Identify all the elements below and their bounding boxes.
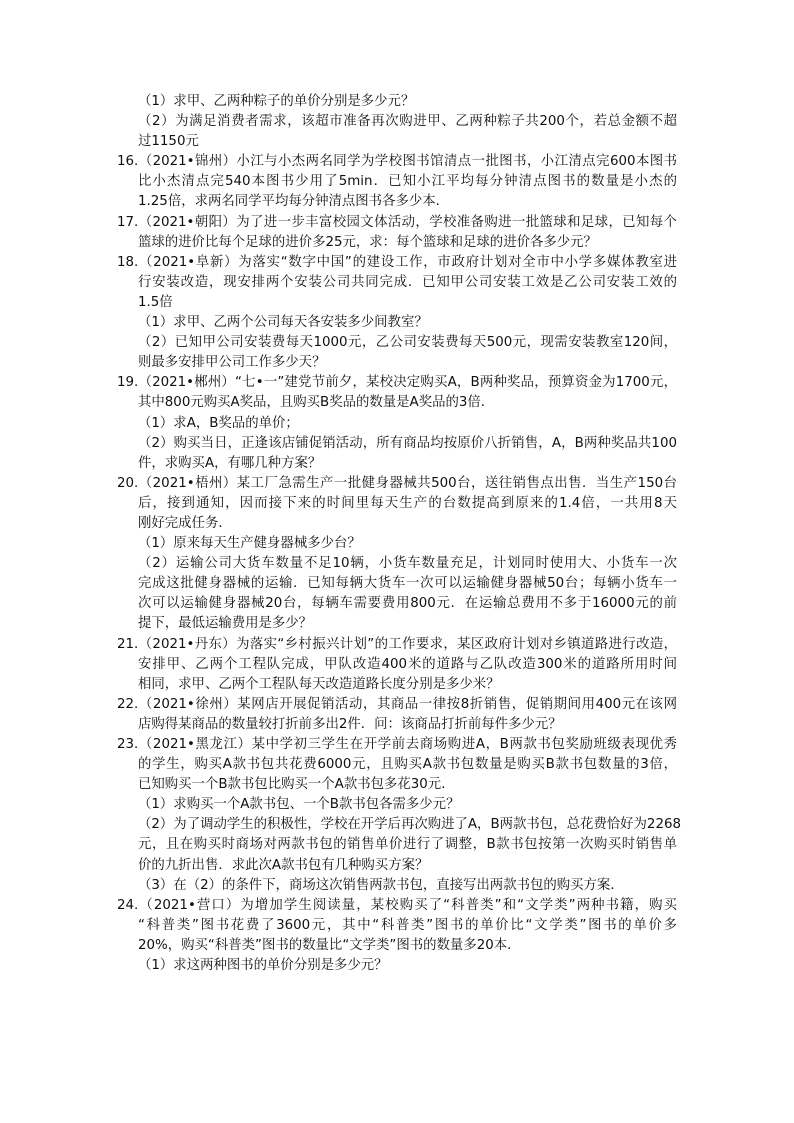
problem-list (117, 92, 682, 976)
q18-part2: （2）已知甲公司安装费每天1000元，乙公司安装费每天500元，现需安装教室120间， (138, 335, 677, 351)
q19-part1: （1）求A，B奖品的单价； (138, 415, 299, 431)
q15-part2: （2）为满足消费者需求，该超市准备再次购进甲、乙两种粽子共200个，若总金额不超 (138, 114, 677, 130)
q22-line1: 22.（2021•徐州）某网店开展促销活动，其商品一律按8折销售，促销期间用400元在该网 (117, 696, 677, 712)
q18-part1: （1）求甲、乙两个公司每天各安装多少间教室？ (138, 315, 428, 331)
q23-line1: 23.（2021•黑龙江）某中学初三学生在开学前去商场购进A，B两款书包奖励班级表现优秀 (117, 737, 677, 752)
q20-line3: 刚好完成任务． (138, 515, 232, 531)
q15-part2-cont: 过1150元 (138, 134, 199, 150)
q18-line3: 1.5倍 (138, 294, 173, 310)
q24-line2: “科普类”图书花费了3600元，其中“科普类”图书的单价比“文学类”图书的单价多 (138, 917, 677, 933)
q23-line2: 的学生，购买A款书包共花费6000元，且购买A款书包数量是购买B款书包数量的3倍， (138, 757, 677, 773)
q19-line1: 19.（2021•郴州）“七•一”建党节前夕，某校决定购买A，B两种奖品，预算资金为1700元， (117, 375, 677, 391)
q15-part1: （1）求甲、乙两种粽子的单价分别是多少元？ (138, 94, 415, 109)
q20-line2: 后，接到通知，因而接下来的时间里每天生产的台数提高到原来的1.4倍，一共用8天 (138, 495, 677, 511)
q21-line1: 21.（2021•丹东）为落实“乡村振兴计划”的工作要求，某区政府计划对乡镇道路进行改造， (117, 636, 677, 652)
q17-line1: 17.（2021•朝阳）为了进一步丰富校园文体活动，学校准备购进一批篮球和足球，已知每个 (117, 214, 677, 230)
q18-line2: 行安装改造，现安排两个安装公司共同完成．已知甲公司安装工效是乙公司安装工效的 (138, 274, 677, 290)
q20-part2-cont2: 次可以运输健身器械20台，每辆车需要费用800元．在运输总费用不多于16000元的前 (138, 596, 677, 612)
q24-line1: 24.（2021•营口）为增加学生阅读量，某校购买了“科普类”和“文学类”两种书籍，购买 (117, 897, 677, 913)
q23-part1: （1）求购买一个A款书包、一个B款书包各需多少元？ (138, 797, 460, 813)
q23-part2: （2）为了调动学生的积极性，学校在开学后再次购进了A，B两款书包，总花费恰好为2268 (138, 817, 682, 833)
q17-line2: 篮球的进价比每个足球的进价多25元，求：每个篮球和足球的进价各多少元？ (138, 234, 597, 250)
q23-part2-cont1: 元，且在购买时商场对两款书包的销售单价进行了调整，B款书包按第一次购买时销售单 (138, 837, 677, 853)
q20-part2-cont1: 完成这批健身器械的运输．已知每辆大货车一次可以运输健身器械50台；每辆小货车一 (138, 576, 677, 592)
q22-line2: 店购得某商品的数量较打折前多出2件．问：该商品打折前每件多少元？ (138, 716, 562, 732)
q20-part2: （2）运输公司大货车数量不足10辆，小货车数量充足，计划同时使用大、小货车一次 (138, 556, 677, 572)
q20-part2-cont3: 提下，最低运输费用是多少？ (138, 616, 313, 632)
q20-part1: （1）原来每天生产健身器械多少台？ (138, 536, 361, 552)
q16-line2: 比小杰清点完540本图书少用了5min．已知小江平均每分钟清点图书的数量是小杰的 (138, 174, 677, 190)
q16-line1: 16.（2021•锦州）小江与小杰两名同学为学校图书馆清点一批图书，小江清点完600本图书 (117, 154, 677, 170)
q20-line1: 20.（2021•梧州）某工厂急需生产一批健身器械共500台，送往销售点出售．当生产150台 (117, 475, 677, 491)
q21-line3: 相同，求甲、乙两个工程队每天改造道路长度分别是多少米？ (138, 676, 500, 692)
q19-part2-cont: 件，求购买A，有哪几种方案？ (138, 455, 322, 471)
q19-line2: 其中800元购买A奖品，且购买B奖品的数量是A奖品的3倍． (138, 395, 495, 411)
q23-part3: （3）在（2）的条件下，商场这次销售两款书包，直接写出两款书包的购买方案． (138, 877, 624, 893)
q21-line2: 安排甲、乙两个工程队完成，甲队改造400米的道路与乙队改造300米的道路所用时间 (138, 656, 677, 672)
q18-part2-cont: 则最多安排甲公司工作多少天？ (138, 355, 326, 371)
q24-part1: （1）求这两种图书的单价分别是多少元？ (138, 958, 388, 974)
q19-part2: （2）购买当日，正逢该店铺促销活动，所有商品均按原价八折销售，A，B两种奖品共100 (138, 435, 677, 451)
q18-line1: 18.（2021•阜新）为落实“数字中国”的建设工作，市政府计划对全市中小学多媒体教室进 (117, 254, 677, 270)
q24-line3: 20%，购买“科普类”图书的数量比“文学类”图书的数量多20本． (138, 937, 521, 953)
q23-line3: 已知购买一个B款书包比购买一个A款书包多花30元． (138, 777, 455, 793)
q23-part2-cont2: 价的九折出售．求此次A款书包有几种购买方案？ (138, 857, 429, 873)
q16-line3: 1.25倍，求两名同学平均每分钟清点图书各多少本． (138, 194, 450, 210)
